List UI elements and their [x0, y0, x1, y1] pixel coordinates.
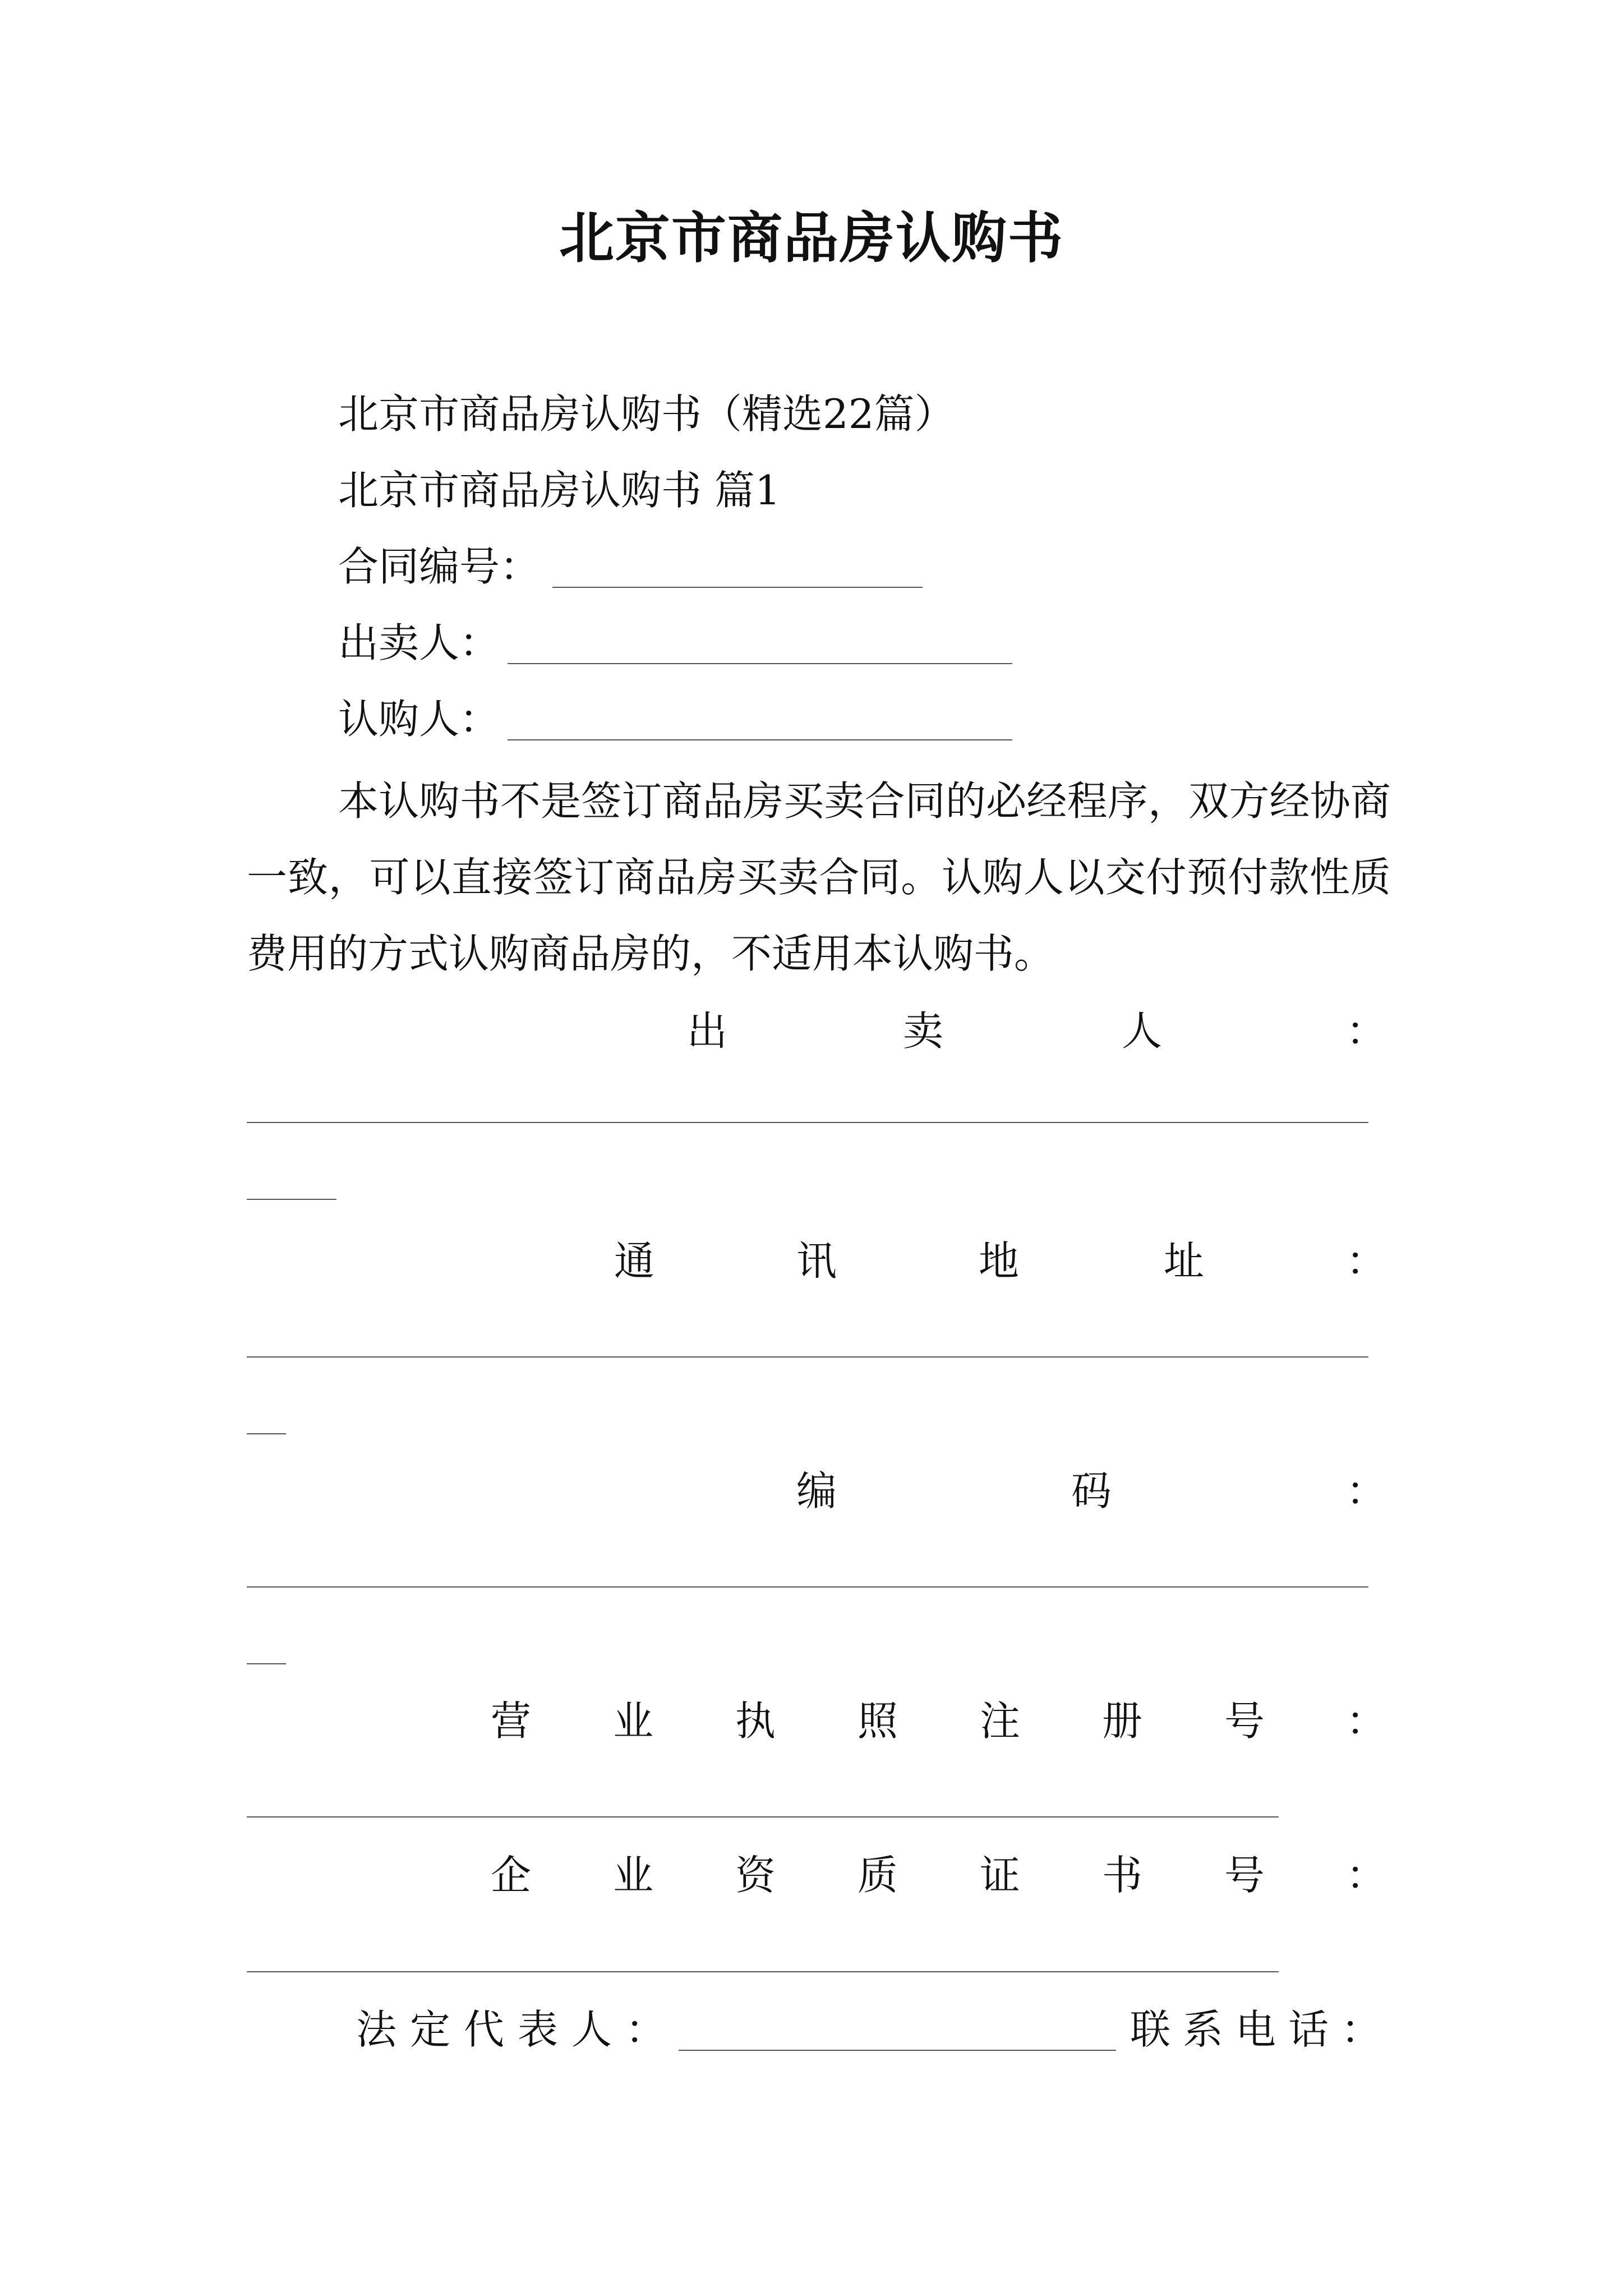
- field-license-char-7: 号: [1224, 1697, 1265, 1745]
- field-license-char-6: 册: [1102, 1697, 1143, 1745]
- field-qualification-char-1: 企: [491, 1852, 532, 1899]
- field-seller-blank-2: [247, 1199, 336, 1200]
- seller-label: 出卖人：: [338, 619, 500, 666]
- field-license-char-5: 注: [980, 1697, 1021, 1745]
- field-seller-blank-1: [247, 1122, 1368, 1123]
- field-postcode-char-2: 码: [1071, 1467, 1112, 1515]
- field-qualification-char-2: 业: [613, 1852, 654, 1899]
- section-heading: 北京市商品房认购书 篇1: [338, 467, 781, 514]
- buyer-label: 认购人：: [338, 696, 500, 743]
- field-license-colon: ：: [1346, 1697, 1387, 1745]
- field-postcode-colon: ：: [1346, 1467, 1387, 1515]
- field-postcode-blank-1: [247, 1586, 1368, 1588]
- field-license-blank: [247, 1816, 1279, 1818]
- buyer-blank: [508, 739, 1012, 740]
- intro-paragraph: 本认购书不是签订商品房买卖合同的必经程序，双方经协商一致，可以直接签订商品房买卖合同。认购人以交付预付款性质费用的方式认购商品房的，不适用本认购书。: [247, 777, 1391, 977]
- legal-rep-blank: [679, 2050, 1116, 2051]
- field-qualification-char-6: 书: [1102, 1852, 1143, 1899]
- field-address-char-2: 讯: [796, 1237, 837, 1285]
- field-qualification-char-7: 号: [1224, 1852, 1265, 1899]
- field-address-blank-2: [247, 1433, 286, 1434]
- field-seller-char-1: 出: [687, 1007, 728, 1055]
- document-title: 北京市商品房认购书: [559, 206, 1064, 270]
- field-qualification-char-4: 质: [857, 1852, 898, 1899]
- field-qualification-char-3: 资: [735, 1852, 776, 1899]
- field-seller-colon: ：: [1346, 1007, 1387, 1055]
- field-address-char-3: 地: [979, 1237, 1020, 1285]
- field-seller-char-3: 人: [1122, 1007, 1163, 1055]
- field-address-char-1: 通: [614, 1237, 655, 1285]
- contract-number-blank: [552, 587, 923, 588]
- field-postcode-char-1: 编: [796, 1467, 837, 1515]
- field-address-colon: ：: [1346, 1237, 1387, 1285]
- field-license-char-1: 营: [491, 1697, 532, 1745]
- field-license-char-3: 执: [735, 1697, 776, 1745]
- contact-phone-label: 联系电话：: [1130, 2006, 1394, 2053]
- field-address-blank-1: [247, 1356, 1368, 1358]
- field-qualification-char-5: 证: [980, 1852, 1021, 1899]
- field-license-char-2: 业: [613, 1697, 654, 1745]
- field-seller-char-2: 卖: [903, 1007, 944, 1055]
- field-qualification-blank: [247, 1971, 1279, 1972]
- field-postcode-blank-2: [247, 1663, 286, 1664]
- field-qualification-colon: ：: [1346, 1852, 1387, 1899]
- document-subtitle: 北京市商品房认购书（精选22篇）: [338, 390, 955, 438]
- contract-number-label: 合同编号：: [338, 543, 541, 590]
- seller-blank: [508, 663, 1012, 664]
- field-license-char-4: 照: [857, 1697, 898, 1745]
- legal-rep-label: 法定代表人：: [356, 2006, 680, 2053]
- field-address-char-4: 址: [1164, 1237, 1205, 1285]
